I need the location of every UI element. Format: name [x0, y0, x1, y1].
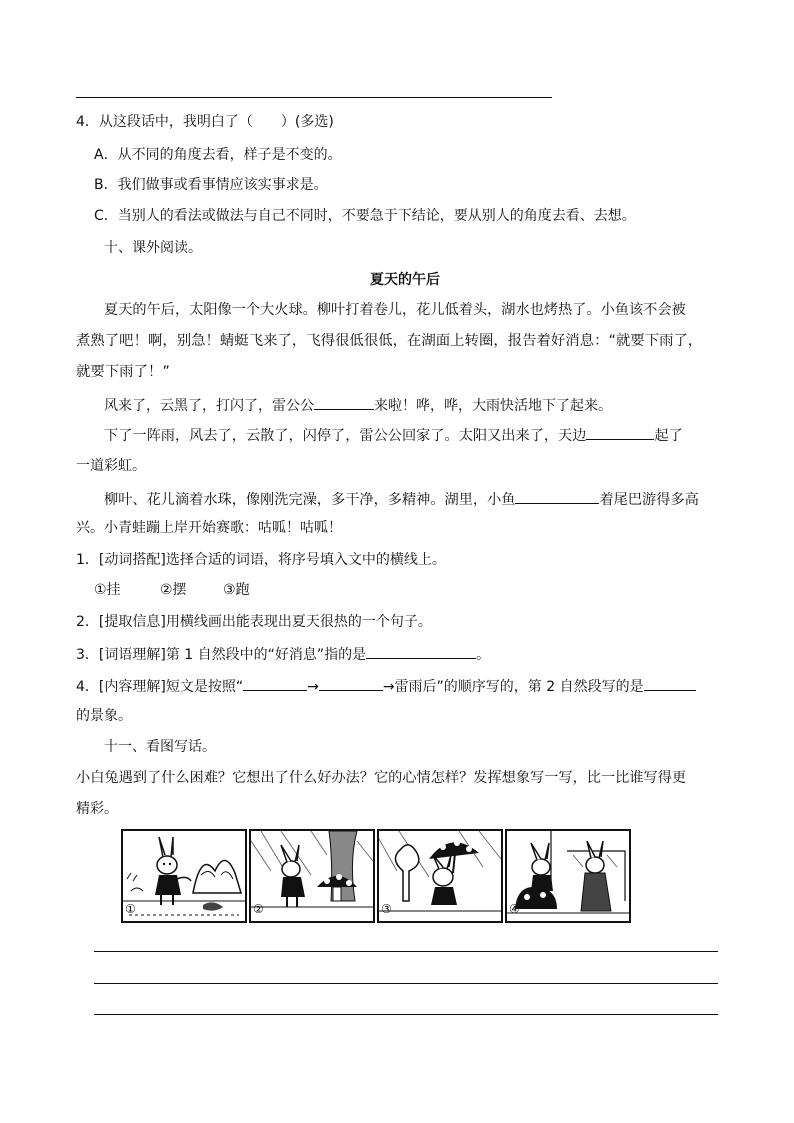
blank-p3[interactable]	[586, 425, 654, 440]
arrow-1: →	[307, 679, 319, 695]
question-1: 1．[动词搭配]选择合适的词语，将序号填入文中的横线上。	[76, 552, 446, 568]
question-4-line2: 的景象。	[76, 708, 132, 724]
comic-panel-3	[377, 829, 503, 923]
question-3-end: 。	[476, 647, 491, 663]
option-a[interactable]: A．从不同的角度去看，样子是不变的。	[94, 147, 342, 163]
blank-q3[interactable]	[366, 644, 476, 659]
writing-line-3[interactable]	[94, 1014, 718, 1015]
section-11-heading: 十一、看图写话。	[104, 739, 216, 755]
passage-p2	[104, 395, 612, 416]
blank-q4-3[interactable]	[644, 676, 696, 691]
passage-p4-line2: 兴。小青蛙蹦上岸开始赛歌：咕呱！咕呱！	[76, 520, 342, 536]
question-4-mid: →雷雨后”的顺序写的，第 2 自然段写的是	[382, 679, 644, 695]
blank-p2[interactable]	[314, 395, 374, 410]
passage-p2-after: 来啦！哗，哗，大雨快活地下了起来。	[374, 398, 612, 414]
writing-line-1[interactable]	[94, 951, 718, 952]
question-2: 2．[提取信息]用横线画出能表现出夏天很热的一个句子。	[76, 614, 432, 630]
passage-p1-line3: 就要下雨了！”	[76, 364, 170, 380]
comic-panel-1	[121, 829, 247, 923]
passage-p3-before: 下了一阵雨，风去了，云散了，闪停了，雷公公回家了。太阳又出来了，天边	[104, 428, 587, 444]
passage-p3-line2: 一道彩虹。	[76, 458, 146, 474]
q1-option-1[interactable]: ①挂	[94, 582, 121, 598]
writing-prompt-line1: 小白兔遇到了什么困难？它想出了什么好办法？它的心情怎样？发挥想象写一写，比一比谁写得更	[76, 770, 687, 786]
option-c[interactable]: C．当别人的看法或做法与自己不同时，不要急于下结论，要从别人的角度去看、去想。	[94, 208, 636, 224]
question-4	[76, 676, 696, 697]
question-3-text: 3．[词语理解]第 1 自然段中的“好消息”指的是	[76, 647, 367, 663]
panel-4-label: ④	[509, 902, 520, 916]
option-b[interactable]: B．我们做事或看事情应该实事求是。	[94, 177, 328, 193]
passage-p1-line2: 煮熟了吧！啊，别急！蜻蜓飞来了，飞得很低很低，在湖面上转圈，报告着好消息：“就要下雨了，	[76, 333, 703, 349]
passage-p4-after: 着尾巴游得多高	[599, 492, 699, 508]
q1-option-2[interactable]: ②摆	[160, 582, 187, 598]
q1-option-3[interactable]: ③跑	[223, 582, 250, 598]
comic-panel-4	[505, 829, 631, 923]
panel-1-label: ①	[125, 902, 136, 916]
answer-line-top[interactable]	[76, 97, 552, 98]
panel-3-label: ③	[381, 902, 392, 916]
passage-p2-before: 风来了，云黑了，打闪了，雷公公	[104, 398, 314, 414]
passage-p1-line1: 夏天的午后，太阳像一个大火球。柳叶打着卷儿，花儿低着头，湖水也烤热了。小鱼该不会被	[104, 302, 686, 318]
blank-q4-2[interactable]	[319, 676, 383, 691]
question-3	[76, 644, 490, 665]
blank-q4-1[interactable]	[243, 676, 307, 691]
question-4-stem: 4．从这段话中，我明白了（ ）(多选)	[76, 114, 334, 130]
passage-p4	[104, 489, 699, 510]
writing-line-2[interactable]	[94, 983, 718, 984]
blank-p4[interactable]	[515, 489, 599, 504]
passage-title: 夏天的午后	[370, 272, 440, 288]
passage-p3	[104, 425, 683, 446]
section-10-heading: 十、课外阅读。	[104, 240, 202, 256]
passage-p4-before: 柳叶、花儿滴着水珠，像刚洗完澡，多干净，多精神。湖里，小鱼	[104, 492, 516, 508]
panel-2-label: ②	[253, 902, 264, 916]
writing-prompt-line2: 精彩。	[76, 801, 118, 817]
passage-p3-after: 起了	[654, 428, 683, 444]
comic-panel-2	[249, 829, 375, 923]
question-4-text: 4．[内容理解]短文是按照“	[76, 679, 244, 695]
